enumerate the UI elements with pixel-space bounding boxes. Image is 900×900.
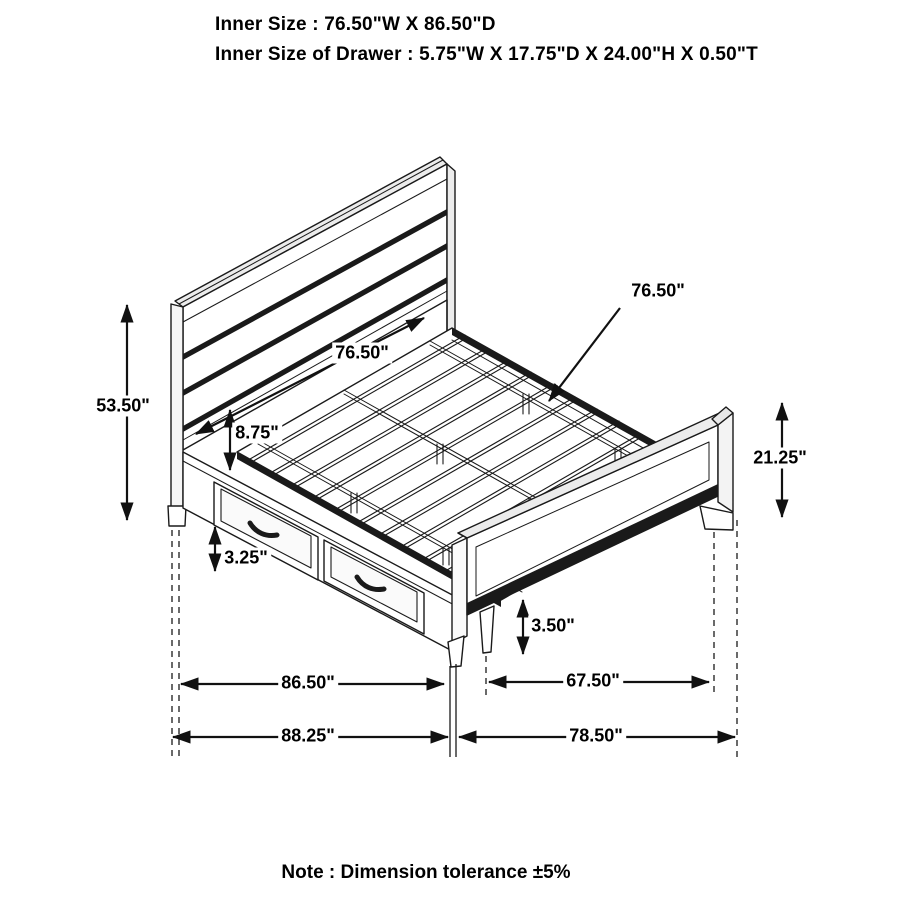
inner-size-text: Inner Size : 76.50"W X 86.50"D bbox=[215, 14, 496, 35]
label-slat-to-rail: 8.75" bbox=[232, 423, 282, 444]
label-rail-clearance: 3.25" bbox=[221, 548, 271, 569]
label-footboard-span: 67.50" bbox=[563, 671, 623, 692]
label-overall-width: 78.50" bbox=[566, 726, 626, 747]
label-footboard-clearance: 3.50" bbox=[528, 616, 578, 637]
label-headboard-height: 53.50" bbox=[93, 396, 153, 417]
label-footboard-height: 21.25" bbox=[750, 448, 810, 469]
tolerance-note: Note : Dimension tolerance ±5% bbox=[281, 862, 571, 883]
label-overall-depth: 88.25" bbox=[278, 726, 338, 747]
label-inner-depth: 86.50" bbox=[278, 673, 338, 694]
leader-slat-rail bbox=[549, 308, 620, 401]
drawer-inner-size-text: Inner Size of Drawer : 5.75"W X 17.75"D X 24.00"H X 0.50"T bbox=[215, 44, 758, 65]
label-inner-width: 76.50" bbox=[332, 343, 392, 364]
label-slat-rail-leader: 76.50" bbox=[628, 281, 688, 302]
